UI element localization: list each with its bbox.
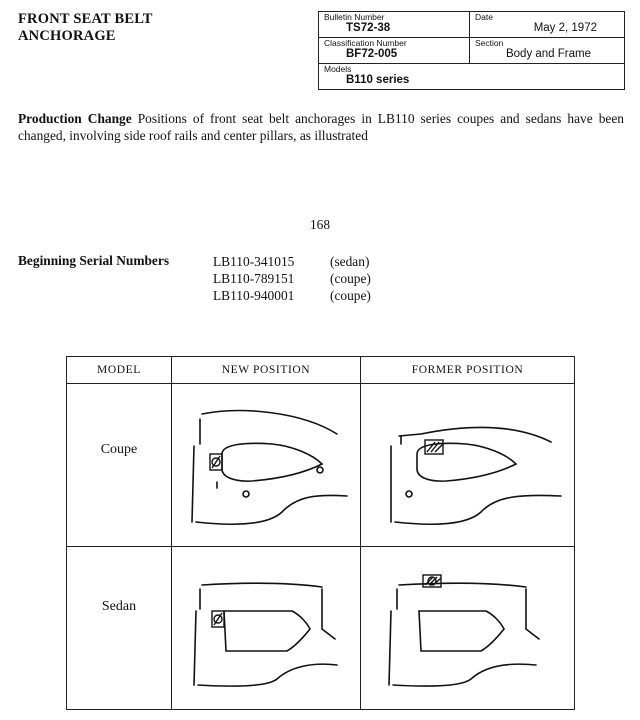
coupe-new-diagram-svg — [172, 384, 358, 544]
sedan-new-position-diagram — [172, 547, 361, 710]
serial-numbers-list — [213, 253, 371, 304]
header-new-position: NEW POSITION — [172, 357, 361, 384]
bulletin-number-value: TS72-38 — [346, 22, 391, 34]
bulletin-info-table — [318, 11, 625, 90]
coupe-new-position-diagram — [172, 384, 361, 547]
date-label: Date — [475, 12, 493, 22]
header-model: MODEL — [67, 357, 172, 384]
production-change-paragraph — [18, 110, 624, 144]
date-value: May 2, 1972 — [533, 22, 597, 34]
section-cell — [470, 38, 625, 64]
serial-row — [213, 270, 371, 287]
anchorage-position-table — [66, 356, 575, 710]
section-label: Section — [475, 38, 504, 48]
model-coupe-label: Coupe — [67, 384, 172, 547]
coupe-former-diagram-svg — [361, 384, 573, 544]
paragraph-text: Positions of front seat belt anchorages in LB110 series coupes and sedans have been changed, involving side roof rails and center pillars, as illustrated — [18, 111, 624, 143]
models-label: Models — [324, 64, 352, 74]
models-value: B110 series — [346, 74, 410, 86]
page-title: FRONT SEAT BELT ANCHORAGE — [18, 11, 153, 44]
model-sedan-label: Sedan — [67, 547, 172, 710]
serial-numbers-label: Beginning Serial Numbers — [18, 253, 170, 268]
section-value: Body and Frame — [505, 48, 591, 60]
bulletin-number-cell — [319, 12, 470, 38]
serial-number: LB110-789151 — [213, 271, 295, 286]
serial-number: LB110-940001 — [213, 288, 295, 303]
header-former-position: FORMER POSITION — [361, 357, 575, 384]
serial-row — [213, 253, 371, 270]
classification-value: BF72-005 — [346, 48, 398, 60]
serial-row — [213, 287, 371, 304]
classification-label: Classification Number — [324, 38, 407, 48]
sedan-former-position-diagram — [361, 547, 575, 710]
serial-type: (sedan) — [330, 254, 370, 269]
serial-type: (coupe) — [330, 271, 371, 286]
serial-number: LB110-341015 — [213, 254, 295, 269]
models-cell — [319, 64, 625, 90]
classification-cell — [319, 38, 470, 64]
bulletin-number-label: Bulletin Number — [324, 12, 385, 22]
coupe-former-position-diagram — [361, 384, 575, 547]
date-cell — [470, 12, 625, 38]
sedan-new-diagram-svg — [172, 547, 358, 707]
serial-type: (coupe) — [330, 288, 371, 303]
sedan-former-diagram-svg — [361, 547, 573, 707]
page-number: 168 — [309, 217, 331, 232]
paragraph-lead: Production Change — [18, 111, 132, 126]
